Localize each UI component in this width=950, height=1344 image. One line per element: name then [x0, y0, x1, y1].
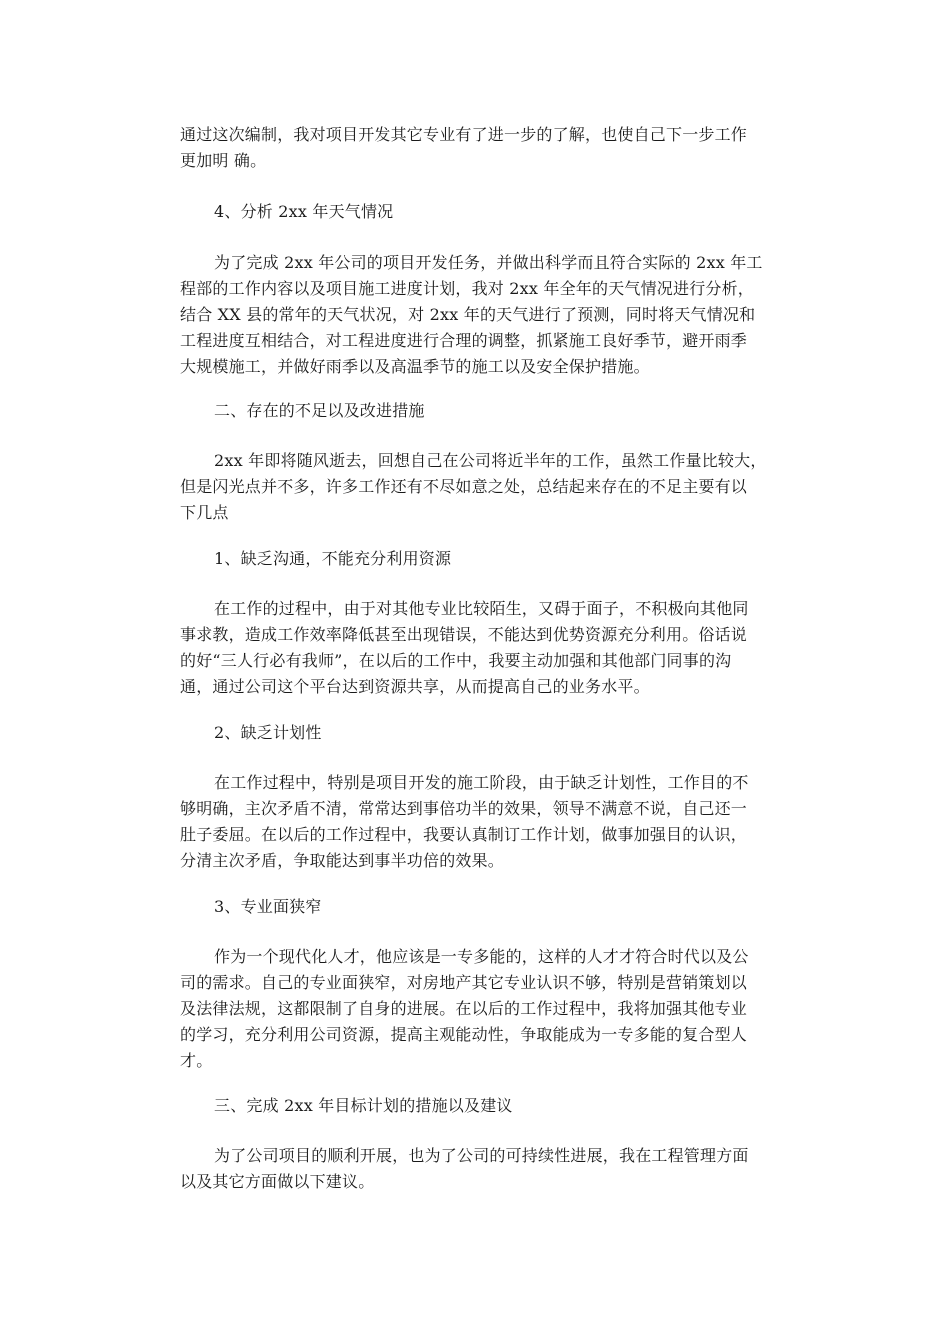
text-line: 的学习，充分利用公司资源，提高主观能动性，争取能成为一专多能的复合型人: [180, 1025, 748, 1044]
heading-text: 三、完成 2xx 年目标计划的措施以及建议: [214, 1096, 513, 1115]
text-line: 更加明 确。: [180, 151, 267, 170]
text-line: 的好“三人行必有我师”，在以后的工作中，我要主动加强和其他部门同事的沟: [180, 651, 732, 670]
heading-text: 4、分析 2xx 年天气情况: [214, 202, 394, 221]
text-line: 通，通过公司这个平台达到资源共享，从而提高自己的业务水平。: [180, 677, 650, 696]
section-heading: [214, 546, 451, 572]
section-heading: [214, 398, 425, 424]
text-line: 才。: [180, 1051, 213, 1070]
text-line: 以及其它方面做以下建议。: [180, 1172, 375, 1191]
text-line: 够明确，主次矛盾不清，常常达到事倍功半的效果，领导不满意不说，自己还一: [180, 799, 748, 818]
text-line: 但是闪光点并不多，许多工作还有不尽如意之处，总结起来存在的不足主要有以: [180, 477, 748, 496]
text-line: 及法律法规，这都限制了自身的进展。在以后的工作过程中，我将加强其他专业: [180, 999, 748, 1018]
heading-text: 二、存在的不足以及改进措施: [214, 401, 425, 420]
text-line: 工程进度互相结合，对工程进度进行合理的调整，抓紧施工良好季节，避开雨季: [180, 331, 748, 350]
text-line: 事求教，造成工作效率降低甚至出现错误，不能达到优势资源充分利用。俗话说: [180, 625, 748, 644]
paragraph-weather-analysis: [180, 250, 780, 380]
paragraph-continuation: [180, 122, 780, 174]
text-line: 为了完成 2xx 年公司的项目开发任务，并做出科学而且符合实际的 2xx 年工: [214, 253, 763, 272]
paragraph-suggestions: [180, 1143, 780, 1195]
text-line: 结合 XX 县的常年的天气状况，对 2xx 年的天气进行了预测，同时将天气情况和: [180, 305, 756, 324]
paragraph-communication: [180, 596, 780, 700]
paragraph-shortcomings: [180, 448, 780, 526]
text-line: 在工作的过程中，由于对其他专业比较陌生，又碍于面子，不积极向其他同: [214, 599, 749, 618]
section-heading: [214, 894, 322, 920]
text-line: 司的需求。自己的专业面狭窄，对房地产其它专业认识不够，特别是营销策划以: [180, 973, 748, 992]
section-heading: [214, 1093, 513, 1119]
text-line: 肚子委屈。在以后的工作过程中，我要认真制订工作计划，做事加强目的认识，: [180, 825, 748, 844]
text-line: 作为一个现代化人才，他应该是一专多能的，这样的人才才符合时代以及公: [214, 947, 749, 966]
paragraph-specialization: [180, 944, 780, 1074]
paragraph-planning: [180, 770, 780, 874]
text-line: 在工作过程中，特别是项目开发的施工阶段，由于缺乏计划性，工作目的不: [214, 773, 749, 792]
text-line: 下几点: [180, 503, 229, 522]
heading-text: 2、缺乏计划性: [214, 723, 322, 742]
text-line: 程部的工作内容以及项目施工进度计划，我对 2xx 年全年的天气情况进行分析，: [180, 279, 754, 298]
heading-text: 1、缺乏沟通，不能充分利用资源: [214, 549, 452, 568]
text-line: 通过这次编制，我对项目开发其它专业有了进一步的了解，也使自己下一步工作: [180, 125, 748, 144]
text-line: 大规模施工，并做好雨季以及高温季节的施工以及安全保护措施。: [180, 357, 650, 376]
section-heading: [214, 199, 393, 225]
text-line: 分清主次矛盾，争取能达到事半功倍的效果。: [180, 851, 505, 870]
text-line: 2xx 年即将随风逝去，回想自己在公司将近半年的工作，虽然工作量比较大，: [214, 451, 767, 470]
text-line: 为了公司项目的顺利开展，也为了公司的可持续性进展，我在工程管理方面: [214, 1146, 749, 1165]
section-heading: [214, 720, 322, 746]
heading-text: 3、专业面狭窄: [214, 897, 322, 916]
